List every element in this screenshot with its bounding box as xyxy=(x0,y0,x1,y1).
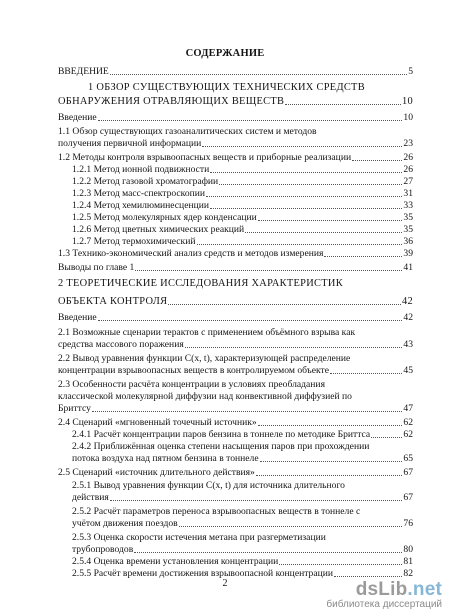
toc-entry: 1.2.1 Метод ионной подвижности 26 xyxy=(72,164,413,175)
toc-entry: средства массового поражения 43 xyxy=(58,339,413,350)
toc-entry: Выводы по главе 1 41 xyxy=(58,262,413,273)
toc-entry: концентрации взрывоопасных веществ в контролируемом объекте 45 xyxy=(58,365,413,376)
toc-entry: 1.2.5 Метод молекулярных ядер конденсации 35 xyxy=(72,212,413,223)
toc-entry: 2.5.4 Оценка времени установления концентрации 81 xyxy=(72,556,413,567)
toc-entry: 1.2.2 Метод газовой хроматографии 27 xyxy=(72,176,413,187)
toc-entry: 1.3 Технико-экономический анализ средств и методов измерения 39 xyxy=(58,248,413,259)
toc-entry-line1: 2.2 Вывод уравнения функции C(x, t), характеризующей распределение xyxy=(58,353,351,364)
toc-entry-line1: 2.3 Особенности расчёта концентрации в условиях преобладания xyxy=(58,379,325,390)
toc-chapter-1-line2: ОБНАРУЖЕНИЯ ОТРАВЛЯЮЩИХ ВЕЩЕСТВ 10 xyxy=(58,96,413,107)
toc-title: СОДЕРЖАНИЕ xyxy=(185,48,265,59)
toc-entry-line2: классической молекулярной диффузии над конвективной диффузией по xyxy=(58,391,352,402)
toc-entry: 2.4.1 Расчёт концентрации паров бензина в тоннеле по методике Бриттса 62 xyxy=(72,429,413,440)
toc-entry: Введение 42 xyxy=(58,312,413,323)
toc-chapter-1-line1: 1 ОБЗОР СУЩЕСТВУЮЩИХ ТЕХНИЧЕСКИХ СРЕДСТВ xyxy=(88,82,365,93)
toc-entry-line1: 2.5.1 Вывод уравнения функции C(x, t) для источника длительного xyxy=(72,480,345,491)
toc-entry: трубопроводов 80 xyxy=(72,544,413,555)
toc-entry-line1: 2.1 Возможные сценарии терактов с применением объёмного взрыва как xyxy=(58,327,356,338)
toc-entry: Введение 10 xyxy=(58,112,413,123)
toc-entry: 2.5 Сценарий «источник длительного действия» 67 xyxy=(58,467,413,478)
watermark xyxy=(326,579,442,610)
toc-entry: 1.2 Методы контроля взрывоопасных веществ и приборные реализации 26 xyxy=(58,152,413,163)
toc-entry: потока воздуха над пятном бензина в тоннеле 65 xyxy=(72,453,413,464)
toc-entry-line1: 2.5.2 Расчёт параметров переноса взрывоопасных веществ в тоннеле с xyxy=(72,506,361,517)
toc-entry: 1.2.4 Метод хемилюминесценции 33 xyxy=(72,200,413,211)
toc-entry: действия 67 xyxy=(72,492,413,503)
toc-chapter-2-line2: ОБЪЕКТА КОНТРОЛЯ 42 xyxy=(58,296,413,307)
toc-entry-line1: 2.5.3 Оценка скорости истечения метана при разгерметизации xyxy=(72,532,326,543)
watermark-tagline: библиотека диссертаций xyxy=(326,599,442,610)
toc-entry: 1.2.6 Метод цветных химических реакций 35 xyxy=(72,224,413,235)
dslib-logo: dsLib.net xyxy=(355,579,442,600)
toc-entry-line1: 1.1 Обзор существующих газоаналитических систем и методов xyxy=(58,126,317,137)
toc-entry: 1.2.3 Метод масс-спектроскопии 31 xyxy=(72,188,413,199)
toc-entry-line1: 2.4.2 Приближённая оценка степени насыщения паров при прохождении xyxy=(72,441,370,452)
toc-entry: Бриттсу 47 xyxy=(58,403,413,414)
toc-entry: 1.2.7 Метод термохимический 36 xyxy=(72,236,413,247)
toc-entry-introduction: ВВЕДЕНИЕ 5 xyxy=(58,66,413,77)
toc-entry: 2.5.5 Расчёт времени достижения взрывоопасной концентрации 82 xyxy=(72,568,413,579)
toc-entry: получения первичной информации 23 xyxy=(58,138,413,149)
page-number: 2 xyxy=(222,578,228,589)
toc-entry: 2.4 Сценарий «мгновенный точечный источник» 62 xyxy=(58,417,413,428)
toc-chapter-2-line1: 2 ТЕОРЕТИЧЕСКИЕ ИССЛЕДОВАНИЯ ХАРАКТЕРИСТИК xyxy=(58,278,343,289)
toc-entry: учётом движения поездов 76 xyxy=(72,518,413,529)
